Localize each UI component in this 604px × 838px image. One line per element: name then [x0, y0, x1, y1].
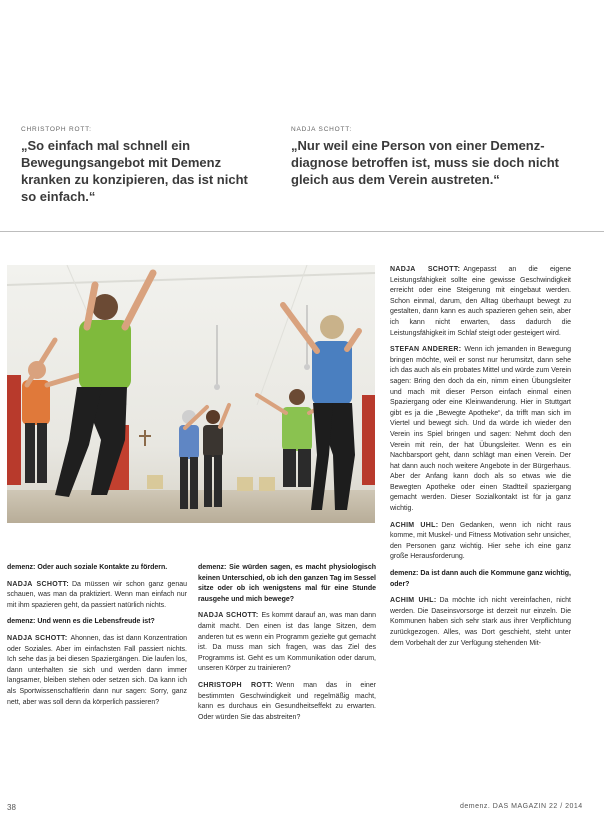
interviewer-question: demenz: Sie würden sagen, es macht physiologisch keinen Unterschied, ob ich den ganzen Tag im Sessel sitze oder ob ich wenigstens mal für eine Stunde rausgehe und mich bewege? — [198, 564, 376, 603]
interviewer-question: demenz: Da ist dann auch die Kommune ganz wichtig, oder? — [390, 570, 571, 588]
answer-text: Ahonnen, das ist dann Konzentration oder Soziales. Aber im einfachsten Fall passiert nichts. Ich sehe das ja bei diesen Spaziergängen. Die laufen los, dann unterhalten sie sich und werden dann immer langsamer, bleiben stehen oder setzen sich. Da kann ich als Sportwissenschaftlerin dann nur sagen: Sorry, ganz nett, aber was soll denn da körperlich passieren? — [7, 634, 187, 706]
quote-author: CHRISTOPH ROTT: — [21, 126, 92, 133]
answer-text: Wenn ich jemanden in Bewegung bringen möchte, weil er sonst nur herumsitzt, dann sehe ich das auch als ein probates Mittel und würde zum Verein sagen: Bring den doch da ein, nimm einen Übungsleiter und mach mit dieser Person einfach einmal einen Spaziergang oder eine Kleinwanderung. Hier in Stuttgart gibt es ja die „Bewegte Apotheke“, da trifft man sich im Viertel und bewegt sich. Und da würde ich wieder den Verein ins Spiel bringen und sagen: Nehmt doch den Verein mit rein, der hat Übungsleiter. Wenn es ein Nachbarsport geht, dann schlägt man einen Verein. Der hat dann auch noch weitere Angebote in der Bürgerhaus. Aber der Anfang kann doch als so etwas wie die Bewegten Apotheke oder einen Stadtteil spaziergang gemacht werden. Dieser Sozialkontakt ist für ja ganz wichtig. — [390, 346, 571, 513]
speaker-name: CHRISTOPH ROTT: — [198, 681, 274, 689]
speaker-name: STEFAN ANDERER: — [390, 346, 462, 354]
answer-text: Da möchte ich nicht vereinfachen, nicht werden. Die Daseinsvorsorge ist derzeit nur einzeln. Die Kommunen haben sich sehr stark aus ihrer Verpflichtung zurückgezogen. Alles, was Dort geschieht, steht unter dem Vorbehalt der zur Verfügung stehenden Mit- — [390, 597, 571, 647]
page-number: 38 — [7, 803, 16, 812]
speaker-name: NADJA SCHOTT: — [7, 580, 69, 588]
section-divider — [0, 231, 604, 232]
interviewer-question: demenz: Oder auch soziale Kontakte zu fördern. — [7, 564, 168, 571]
text-column-3 — [390, 265, 571, 655]
interviewer-question: demenz: Und wenn es die Lebensfreude ist? — [7, 618, 155, 626]
answer-text: Es kommt darauf an, was man dann damit macht. Den einen ist das lange Sitzen, dem anderen tut es wenn ein Programm gezielte gut gemacht ist. Da muss man sich fragen, was das Ziel des Programms ist. Geht es um Kommunikation oder darum, unseren Körper zu trainieren? — [198, 612, 376, 673]
answer-text: Angepasst an die eigene Leistungsfähigkeit sollte eine gewisse Geschwindigkeit erreicht oder eine Steigerung mit eingebaut werden. Schon einmal, darum, den Alltag überhaupt bewegt zu gestalten, dann kann es auch spazieren gehen sein, aber ich kann nicht erwarten, dass dadurch die Leistungsfähigkeit im Schlaf steigt oder gesteigert wird. — [390, 266, 572, 337]
speaker-name: ACHIM UHL: — [390, 521, 439, 529]
speaker-name: NADJA SCHOTT: — [7, 634, 68, 642]
exercise-group-photo — [7, 265, 375, 523]
text-column-1 — [7, 563, 187, 714]
speaker-name: ACHIM UHL: — [390, 597, 437, 605]
answer-text: Da müssen wir schon ganz genau schauen, was man da praktiziert. Wenn man einfach nur mit ihm spazieren geht, da passiert natürlich nichts. — [7, 580, 187, 609]
quote-text: „So einfach mal schnell ein Bewegungsangebot mit Demenz kranken zu konzipieren, das ist nicht so einfach.“ — [21, 138, 248, 204]
text-column-2 — [198, 563, 376, 729]
quote-text: „Nur weil eine Person von einer Demenz-diagnose betroffen ist, muss sie doch nicht gleich aus dem Verein austreten.“ — [291, 138, 559, 187]
quote-author: NADJA SCHOTT: — [291, 126, 352, 133]
pull-quote-left — [21, 126, 266, 205]
speaker-name: NADJA SCHOTT: — [198, 612, 259, 620]
answer-text: Den Gedanken, wenn ich nicht raus komme, mit Muskel- und Fitness Motivation sehr unsicher, den Personen ganz wichtig. Hier sehe ich eine ganz große Herausforderung. — [390, 521, 571, 561]
pull-quote-right — [291, 126, 581, 188]
magazine-issue: demenz. DAS MAGAZIN 22 / 2014 — [460, 803, 583, 810]
speaker-name: NADJA SCHOTT: — [390, 266, 461, 273]
answer-text: Wenn man das in einer bestimmten Geschwindigkeit und regelmäßig macht, kann es durchaus ein Gesundheitseffekt zu erwarten. Oder würden Sie das abstreiten? — [198, 681, 376, 721]
